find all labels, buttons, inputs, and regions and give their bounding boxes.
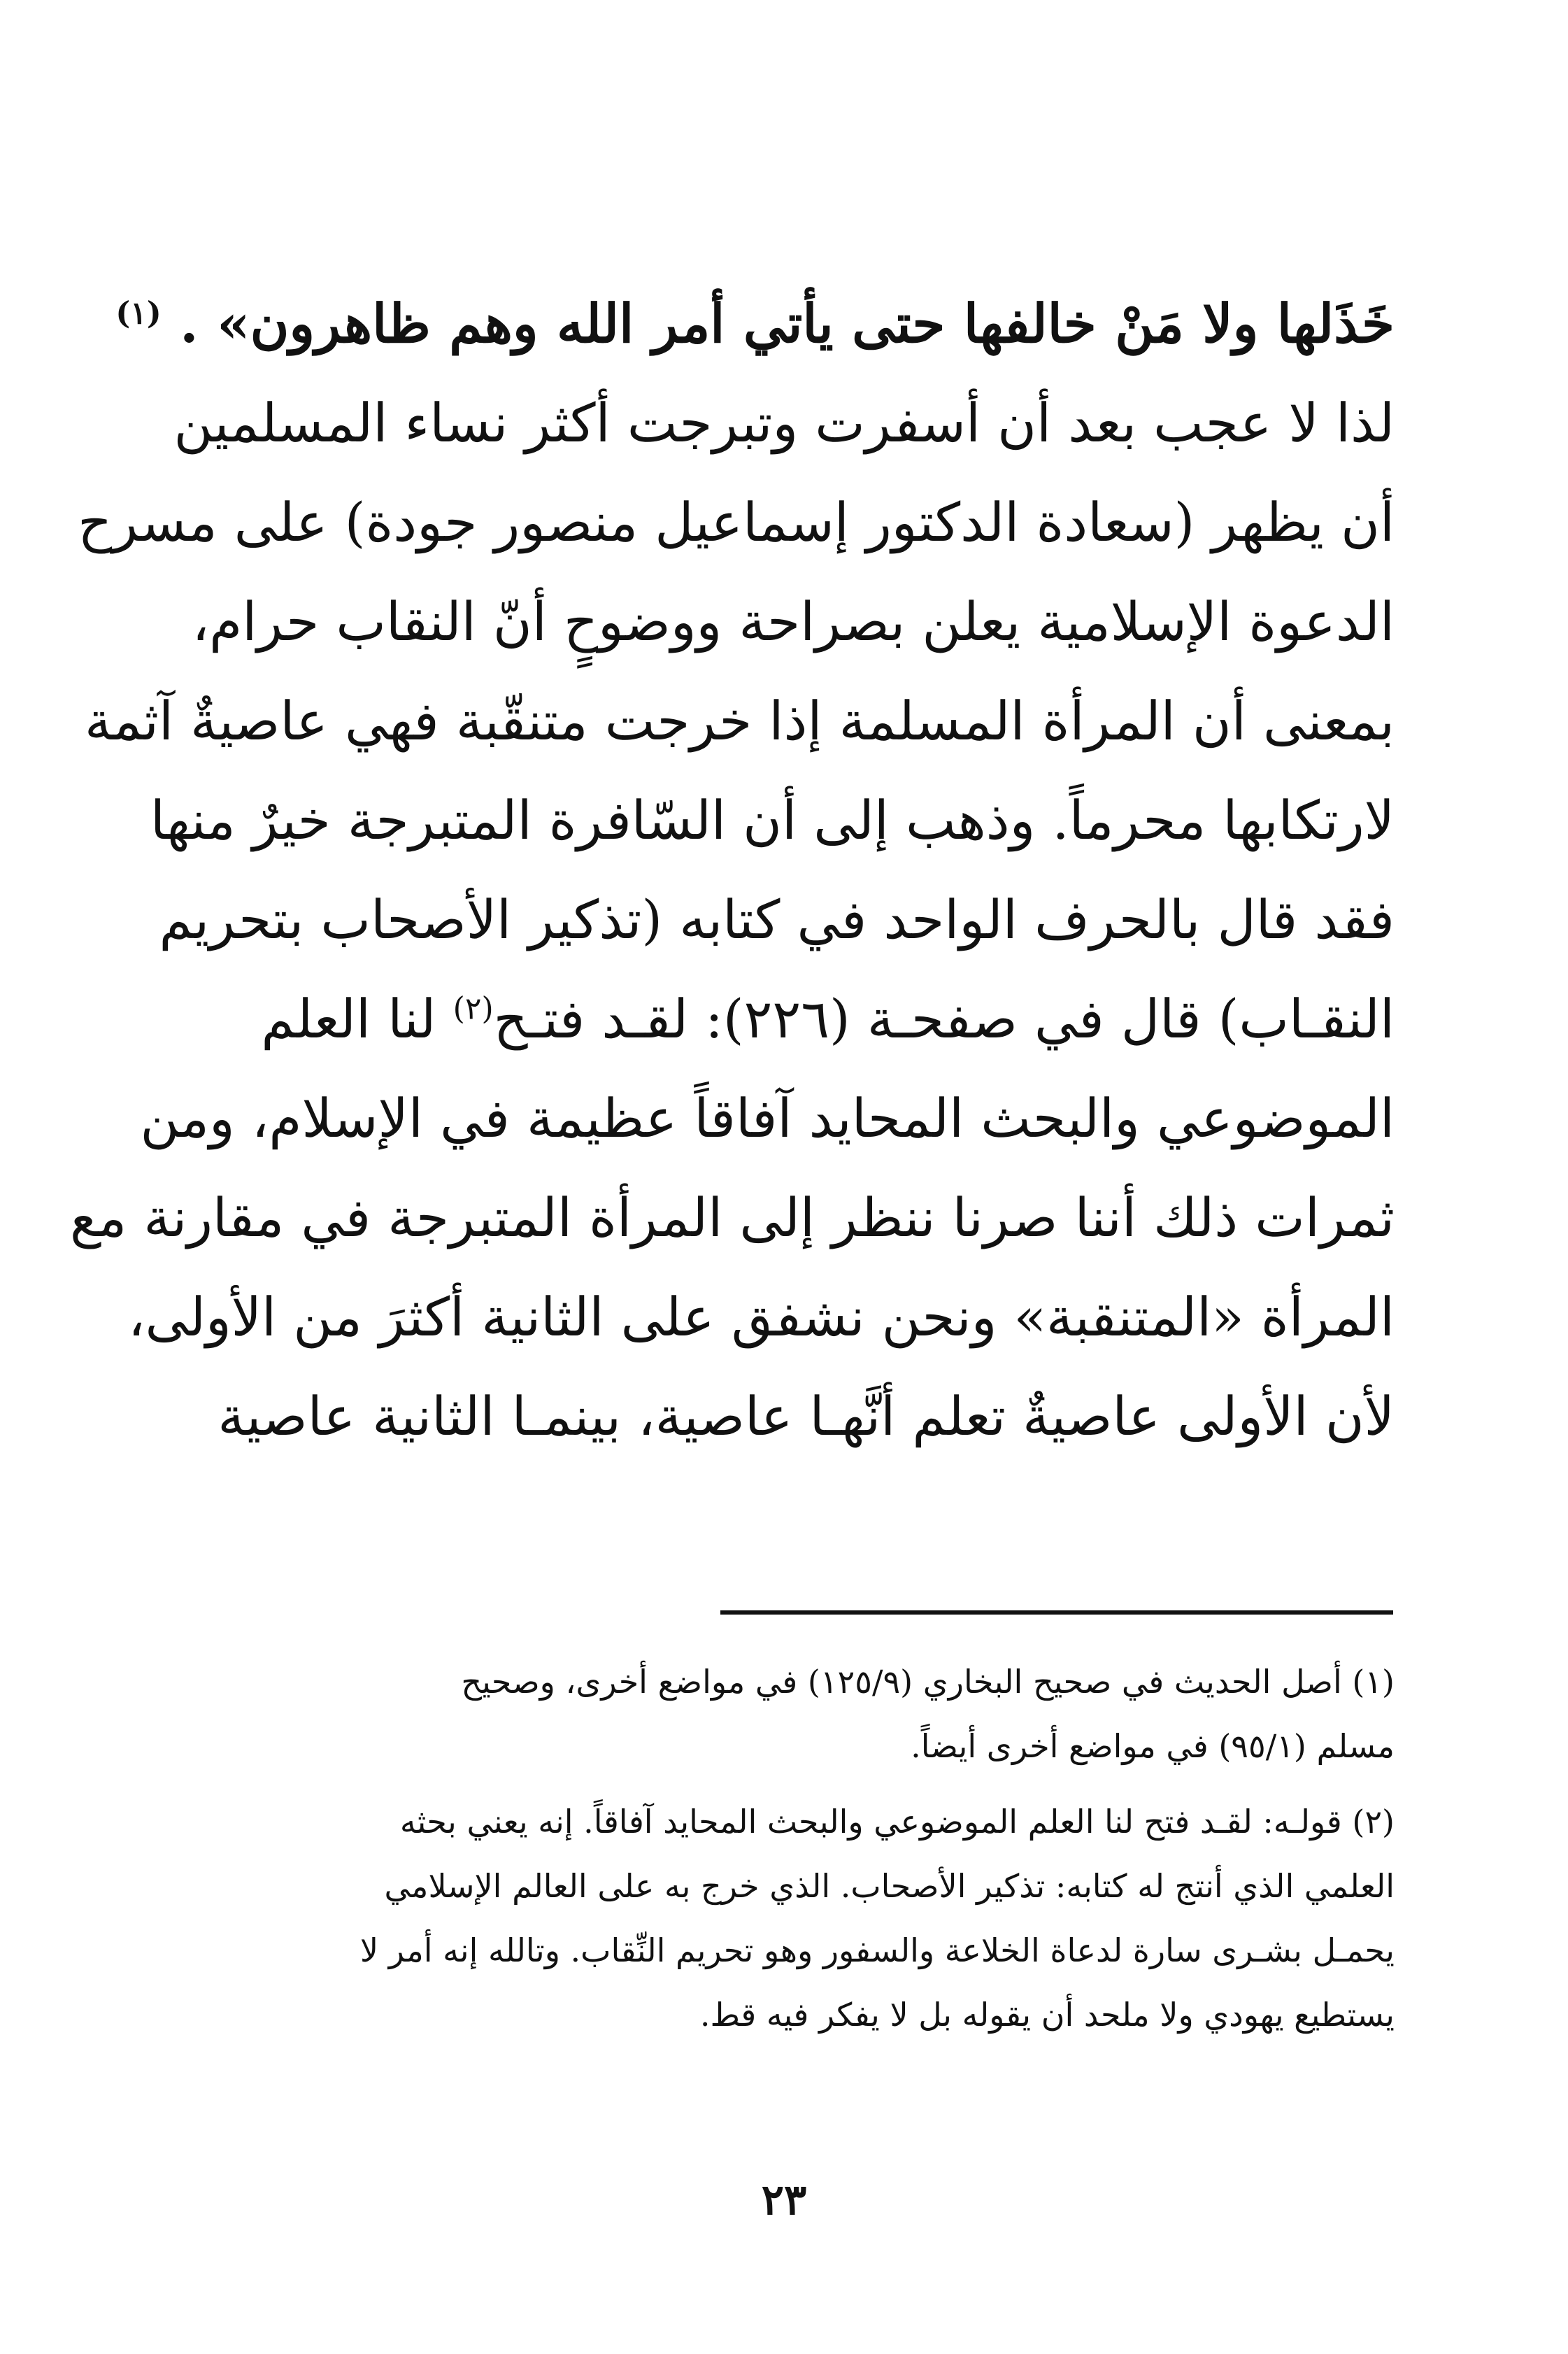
- text-line-6: لارتكابها محرماً. وذهب إلى أن السّافرة المتبرجة خيرٌ منها: [150, 789, 1395, 851]
- footnote-2-line-3: يحمـل بشـرى سارة لدعاة الخلاعة والسفور وهو تحريم النِّقاب. وتالله إنه أمر لا: [359, 1931, 1395, 1969]
- text-line-3: أن يظهر (سعادة الدكتور إسماعيل منصور جودة) على مسرح: [78, 491, 1395, 553]
- footnote-gap: [152, 1778, 1395, 1789]
- footnote-1-line-2: مسلم (٩٥/١) في مواضع أخرى أيضاً.: [911, 1727, 1395, 1765]
- text-line-5: بمعنى أن المرأة المسلمة إذا خرجت متنقّبة فهي عاصيةٌ آثمة: [85, 690, 1395, 752]
- text-line-2: لذا لا عجب بعد أن أسفرت وتبرجت أكثر نساء المسلمين: [173, 392, 1395, 454]
- main-text-block: [70, 274, 1395, 1466]
- text-line-1-content: خَذَلها ولا مَنْ خالفها حتى يأتي أمر الله وهم ظاهرون» .: [180, 292, 1395, 355]
- text-line-12: لأن الأولى عاصيةٌ تعلم أنَّهـا عاصية، بينمـا الثانية عاصية: [218, 1385, 1395, 1447]
- footnote-separator: [720, 1610, 1393, 1615]
- text-line-10: ثمرات ذلك أننا صرنا ننظر إلى المرأة المتبرجة في مقارنة مع: [70, 1186, 1395, 1249]
- text-line-4: الدعوة الإسلامية يعلن بصراحة ووضوحٍ أنّ النقاب حرام،: [192, 590, 1395, 653]
- footnotes-block: [152, 1650, 1395, 2047]
- text-line-8-content: النقـاب) قال في صفحـة (٢٢٦): لقـد فتـح: [493, 988, 1395, 1050]
- footnote-2-line-2: العلمي الذي أنتج له كتابه: تذكير الأصحاب. الذي خرج به على العالم الإسلامي: [384, 1867, 1395, 1905]
- text-line-11: المرأة «المتنقبة» ونحن نشفق على الثانية أكثرَ من الأولى،: [127, 1286, 1395, 1348]
- text-line-7: فقد قال بالحرف الواحد في كتابه (تذكير الأصحاب بتحريم: [159, 888, 1395, 951]
- footnote-2-line-4: يستطيع يهودي ولا ملحد أن يقوله بل لا يفكر فيه قط.: [699, 1996, 1395, 2034]
- text-line-8: [152, 970, 1395, 1069]
- footnote-2-line-1: (٢) قولـه: لقـد فتح لنا العلم الموضوعي والبحث المحايد آفاقاً. إنه يعني بحثه: [399, 1803, 1395, 1841]
- footnote-marker-2: (٢): [452, 991, 494, 1027]
- text-line-8-tail: لنا العلم: [261, 988, 436, 1050]
- text-line-9: الموضوعي والبحث المحايد آفاقاً عظيمة في الإسلام، ومن: [140, 1087, 1395, 1149]
- text-line-1: [115, 274, 1395, 374]
- footnote-marker-1: (١): [115, 295, 162, 332]
- page-number: ٢٣: [761, 2176, 807, 2225]
- footnote-1-line-1: (١) أصل الحديث في صحيح البخاري (١٢٥/٩) في مواضع أخرى، وصحيح: [461, 1663, 1395, 1701]
